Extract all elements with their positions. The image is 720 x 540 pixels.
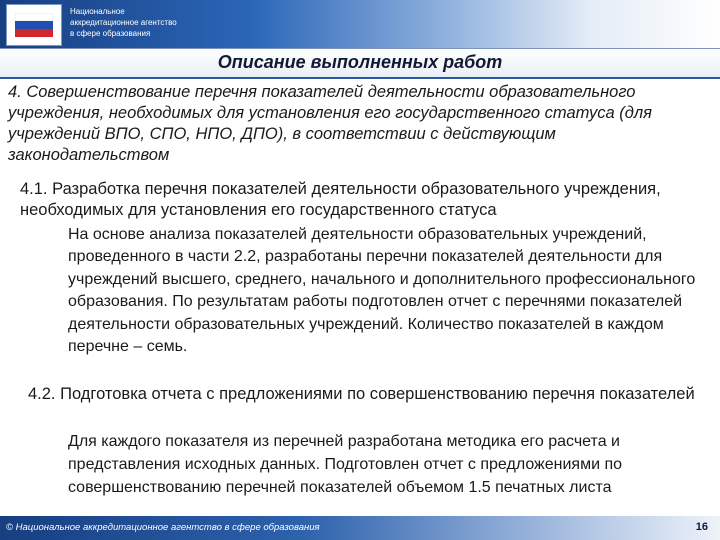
footer-copyright: © Национальное аккредитационное агентство в сфере образования [6, 522, 320, 533]
footer-bar [0, 516, 720, 540]
org-name-line-3: в сфере образования [70, 29, 151, 38]
subsection-4-2-body: Для каждого показателя из перечней разработана методика его расчета и представления исходных данных. Подготовлен отчет с предложениями по совершенствованию перечней показателей объемом 1.5 печатных листа [68, 433, 623, 496]
agency-logo [6, 4, 62, 46]
subsection-4-1-title: 4.1. Разработка перечня показателей деятельности образовательного учреждения, необходимых для установления его государственного статуса [20, 180, 661, 219]
subsection-4-1-body: На основе анализа показателей деятельности образовательных учреждений, проведенного в части 2.2, разработаны перечни показателей деятельности для учреждений высшего, среднего, начального и дополнительного профессионального образования. По результатам работы подготовлен отчет с перечнями показателей деятельности образовательных учреждений. Количество показателей в каждом перечне – семь. [68, 226, 696, 356]
subsection-4-2-title: 4.2. Подготовка отчета с предложениями по совершенствованию перечня показателей [28, 385, 695, 403]
russian-flag-logo-icon [15, 13, 53, 37]
organization-name [70, 6, 290, 39]
title-strip [0, 48, 720, 79]
page-number: 16 [695, 521, 708, 533]
section-heading: 4. Совершенствование перечня показателей деятельности образовательного учреждения, необходимых для установления его государственного статуса (для учреждений ВПО, СПО, НПО, ДПО), в соответствии с действующим законодательством [8, 83, 652, 164]
org-name-line-2: аккредитационное агентство [70, 18, 177, 27]
org-name-line-1: Национальное [70, 7, 125, 16]
header-bar [0, 0, 720, 48]
page-title: Описание выполненных работ [217, 52, 503, 72]
